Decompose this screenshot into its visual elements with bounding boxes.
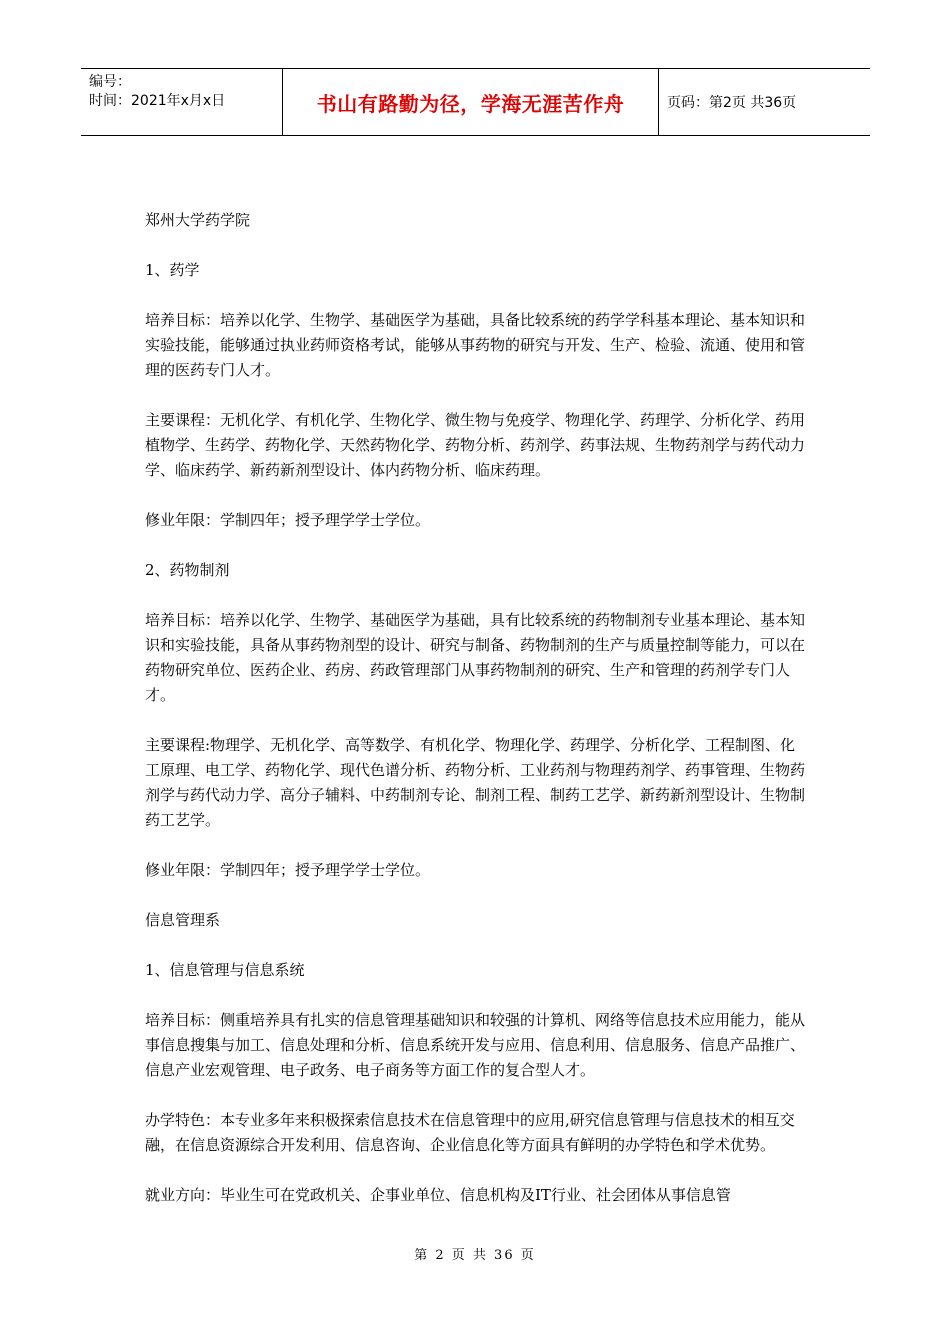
body-paragraph: 修业年限：学制四年；授予理学学士学位。 (145, 511, 431, 529)
section-heading: 2、药物制剂 (145, 561, 230, 579)
document-date-label: 时间：2021年x月x日 (89, 93, 226, 109)
body-paragraph: 培养目标：侧重培养具有扎实的信息管理基础知识和较强的计算机、网络等信息技术应用能力，能从事信息搜集与加工、信息处理和分析、信息系统开发与应用、信息利用、信息服务、信息产品推广、信息产业宏观管理、电子政务、电子商务等方面工作的复合型人才。 (145, 1011, 806, 1079)
document-body (145, 208, 810, 1233)
body-paragraph: 主要课程：无机化学、有机化学、生物化学、微生物与免疫学、物理化学、药理学、分析化学、药用植物学、生药学、药物化学、天然药物化学、药物分析、药剂学、药事法规、生物药剂学与药代动力学、临床药学、新药新剂型设计、体内药物分析、临床药理。 (145, 411, 806, 479)
body-paragraph: 培养目标：培养以化学、生物学、基础医学为基础，具备比较系统的药学学科基本理论、基本知识和实验技能，能够通过执业药师资格考试，能够从事药物的研究与开发、生产、检验、流通、使用和管理的医药专门人才。 (145, 311, 806, 379)
section-heading: 1、信息管理与信息系统 (145, 961, 305, 979)
body-paragraph: 就业方向：毕业生可在党政机关、企事业单位、信息机构及IT行业、社会团体从事信息管 (145, 1186, 731, 1204)
header-motto: 书山有路勤为径，学海无涯苦作舟 (282, 69, 659, 135)
body-paragraph: 修业年限：学制四年；授予理学学士学位。 (145, 861, 431, 879)
department-title: 信息管理系 (145, 911, 221, 929)
header-page-info: 页码：第2页 共36页 (667, 95, 797, 111)
body-paragraph: 办学特色：本专业多年来积极探索信息技术在信息管理中的应用,研究信息管理与信息技术的相互交融，在信息资源综合开发利用、信息咨询、企业信息化等方面具有鲜明的办学特色和学术优势。 (145, 1111, 795, 1154)
body-paragraph: 培养目标：培养以化学、生物学、基础医学为基础，具有比较系统的药物制剂专业基本理论、基本知识和实验技能，具备从事药物剂型的设计、研究与制备、药物制剂的生产与质量控制等能力，可以在药物研究单位、医药企业、药房、药政管理部门从事药物制剂的研究、生产和管理的药剂学专门人才。 (145, 611, 806, 704)
header-meta (81, 69, 282, 135)
section-heading: 1、药学 (145, 261, 200, 279)
faculty-title: 郑州大学药学院 (145, 211, 251, 229)
body-paragraph: 主要课程:物理学、无机化学、高等数学、有机化学、物理化学、药理学、分析化学、工程制图、化工原理、电工学、药物化学、现代色谱分析、药物分析、工业药剂与物理药剂学、药事管理、生物药剂学与药代动力学、高分子辅料、中药制剂专论、制剂工程、制药工艺学、新药新剂型设计、生物制药工艺学。 (145, 736, 806, 829)
document-number-label: 编号： (89, 74, 131, 90)
page-header (81, 68, 870, 136)
page-footer: 第 2 页 共 36 页 (414, 1248, 536, 1263)
